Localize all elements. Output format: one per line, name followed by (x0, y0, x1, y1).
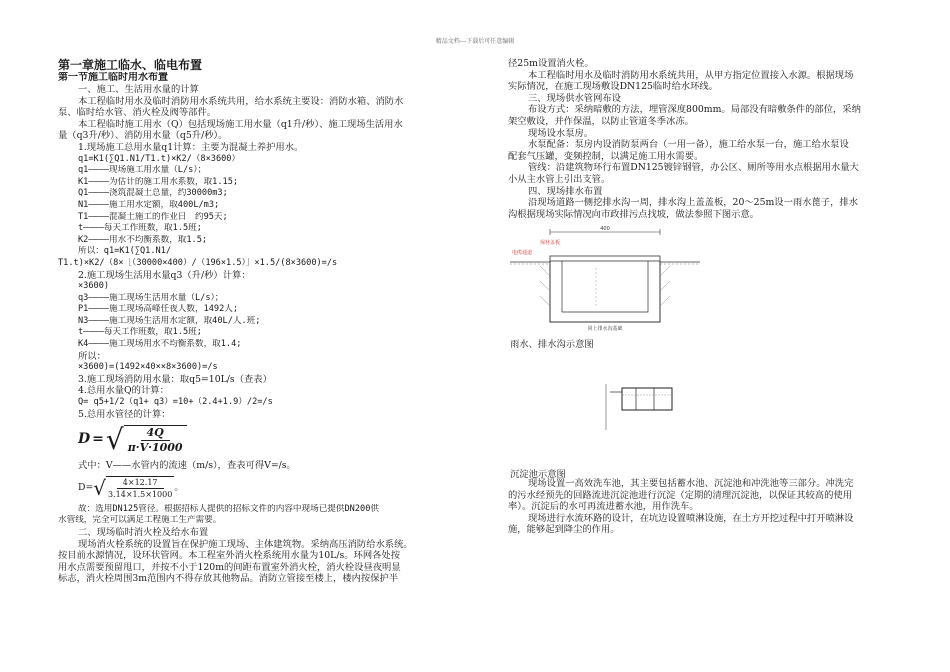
formula-numerator: 4×12.17 (117, 477, 164, 489)
right-column-lower (508, 478, 896, 536)
text-line: 标志，消火栓周围3m范围内不得存放其他物品。消防立管接至楼上，楼内按保护半 (58, 573, 399, 585)
sqrt-sign: √ (93, 475, 106, 500)
left-column (58, 58, 476, 585)
cover-plate (550, 256, 660, 261)
text-line: 沿现场道路一侧挖排水沟一周，排水沟上盖盖板，20～25m设一雨水蓖子，排水 (528, 197, 858, 209)
formula-lhs: D= (78, 482, 94, 494)
subsection-heading: 二、现场临时消火栓及给水布置 (78, 527, 209, 538)
tank-outline (622, 388, 672, 410)
formula-line: Q= q5+1/2（q1+ q3）=10+（2.4+1.9）/2=/s (78, 397, 273, 408)
text-line: 1.现场施工总用水量q1计算：主要为混凝土养护用水。 (78, 141, 304, 153)
text-line: 实际情况，在施工现场敷设DN125临时给水环线。 (508, 81, 718, 93)
text-line: 一、施工、生活用水量的计算 (78, 84, 199, 95)
formula-denominator: 3.14×1.5×1000 (108, 489, 173, 499)
text-line: 管线：沿建筑物环行布置DN125镀锌钢管，办公区、厕所等用水点根据用水量大 (528, 162, 859, 174)
definition-line: P1————施工现场高峰任夜人数，1492人; (78, 304, 239, 315)
text-line: 小从主水管上引出支管。 (508, 173, 611, 185)
sedimentation-tank-diagram (604, 380, 676, 434)
text-line: 的污水经预先的回路流进沉淀池进行沉淀（定期的清理沉淀池，以保证其较高的使用 (508, 489, 852, 501)
formula-line: T1.t)×K2/（8×［（30000×400）/（196×1.5）］×1.5/(8×3600)=/s (58, 257, 338, 268)
drainage-ditch-caption: 雨水、排水沟示意图 (510, 339, 594, 350)
text-line: 沟根据现场实际情况向市政排污点找坡，做法参照下图示意。 (508, 208, 760, 220)
text-line: 2.施工现场生活用水量q3（升/秒）计算： (78, 269, 251, 281)
soil-hatch (540, 266, 670, 306)
definition-line: T1————混凝土施工的作业日 约95天; (78, 211, 228, 222)
text-line: 3.施工现场消防用水量：取q5=10L/s（查表） (78, 373, 272, 385)
text-line: 水泵配备：泵房内设消防泵两台（一用一备），施工给水泵一台，施工给水泵设 (528, 139, 849, 151)
formula-fraction (106, 476, 174, 500)
base-label: 同上排水沟基础 (587, 326, 623, 332)
formula-lhs: D (78, 431, 91, 448)
dimension-label: 400 (600, 226, 610, 232)
ditch-wall-outer (550, 261, 660, 322)
text-line: 本工程临时用水及临时消防用水系统共用，给水系统主要设：消防水箱、消防水 (78, 95, 404, 107)
cover-label: 保材盖板 (540, 240, 561, 246)
definition-line: N3————施工现场生活用水定额，取40L/人.班; (78, 315, 261, 326)
definition-line: q3————施工现场生活用水量（L/s）； (78, 292, 224, 303)
text-line: 径25m设置消火栓。 (508, 58, 594, 69)
text-line: 施，能够起到降尘的作用。 (508, 524, 620, 536)
pipe-diameter-substitution (58, 474, 476, 502)
formula-line: ×3600) (78, 281, 110, 292)
text-line: 现场消火栓系统的设置旨在保护施工现场、主体建筑物。采纳高压消防给水系统。 (78, 538, 413, 550)
definition-line: K4————施工现场用水不均衡系数，取1.4; (78, 339, 242, 350)
chapter-title: 第一章施工临水、临电布置 (58, 58, 203, 72)
text-line: 现场设水泵房。 (528, 127, 594, 139)
text-line: 架空敷设，并作保温，以防止管道冬季冰冻。 (508, 115, 694, 127)
formula-line: q1=K1(∑Q1.N1/T1.t)×K2/（8×3600） (78, 153, 241, 164)
sqrt-sign: √ (105, 423, 124, 457)
right-column (508, 58, 896, 220)
definition-line: Q1————浇筑混凝土总量，约30000m3; (78, 188, 228, 199)
text-line: 率）。沉淀后的水可再流进蓄水池，用作洗车。 (508, 501, 699, 513)
sedimentation-tank-caption: 沉淀池示意图 (510, 469, 566, 480)
page-header: 精品文档---下载后可任意编辑 (435, 38, 515, 45)
text-line: 本工程临时施工用水（Q）包括现场施工用水量（q1升/秒）、施工现场生活用水 (78, 118, 403, 130)
text-line: 用水点需要预留甩口，并按不小于120m的间距布置室外消火栓，消火栓设昼夜明显 (58, 561, 401, 573)
subsection-heading: 三、现场供水管网布设 (528, 92, 621, 104)
text-line: 布设方式：采纳暗敷的方法，埋管深度800mm。局部没有暗敷条件的部位，采纳 (528, 104, 861, 116)
text-line: 按目前水源情况，设环状管网。本工程室外消火栓系统用水量为10L/s。环网各处按 (58, 550, 401, 562)
pipe-diameter-formula (58, 421, 476, 459)
definition-line: q1————现场施工用水量（L/s）； (78, 165, 207, 176)
cable-label: 电缆通道 (512, 250, 533, 256)
text-line: 4.总用水量Q的计算： (78, 385, 169, 397)
definition-line: N1————施工用水定额，取400L/m3; (78, 199, 220, 210)
formula-line: 所以：q1=K1(∑Q1.N1/ (78, 246, 172, 257)
formula-denominator: π·V·1000 (127, 441, 183, 455)
text-line: 故：选用DN125管径。根据招标人提供的招标文件的内容中现场已提供DN200供 (78, 503, 379, 514)
definition-line: t————每天工作班数，取1.5班; (78, 327, 202, 338)
text-line: 所以： (78, 350, 106, 362)
text-line: 本工程临时用水及临时消防用水系统共用，从甲方指定位置接入水源。根据现场 (528, 69, 854, 81)
text-line: 水管线，完全可以满足工程施工生产需要。 (58, 515, 222, 526)
definition-line: K2————用水不均衡系数，取1.5; (78, 234, 208, 245)
formula-line: ×3600)=(1492×40××8×3600)=/s (78, 362, 218, 373)
subsection-heading: 四、现场排水布置 (528, 185, 603, 197)
text-line: 式中：V——水管内的流速（m/s），查表可得V=/s。 (78, 460, 296, 472)
text-line: 5.总用水管径的计算： (78, 408, 171, 420)
formula-tail: 。 (174, 482, 184, 494)
formula-numerator: 4Q (141, 426, 170, 441)
section-title: 第一节施工临时用水布置 (58, 72, 168, 83)
text-line: 泵、临时给水管、消火栓及阀等部件。 (58, 107, 217, 119)
definition-line: t————每天工作班数，取1.5班; (78, 223, 202, 234)
drainage-ditch-diagram (510, 226, 700, 334)
ditch-wall-inner (562, 261, 648, 312)
definition-line: K1————为估计的施工用水系数，取1.15; (78, 176, 239, 187)
text-line: 现场设置一高效洗车池，其主要包括蓄水池、沉淀池和冲洗池等三部分。冲洗完 (528, 478, 854, 489)
text-line: 配套气压罐，变频控制，以满足施工用水需要。 (508, 150, 704, 162)
text-line: 现场进行水流环路的设计，在坑边设置喷淋设施，在土方开挖过程中打开喷淋设 (528, 512, 854, 524)
text-line: 量（q3升/秒）、消防用水量（q5升/秒）。 (58, 130, 228, 142)
formula-fraction (124, 425, 187, 455)
formula-equals: = (92, 431, 104, 448)
